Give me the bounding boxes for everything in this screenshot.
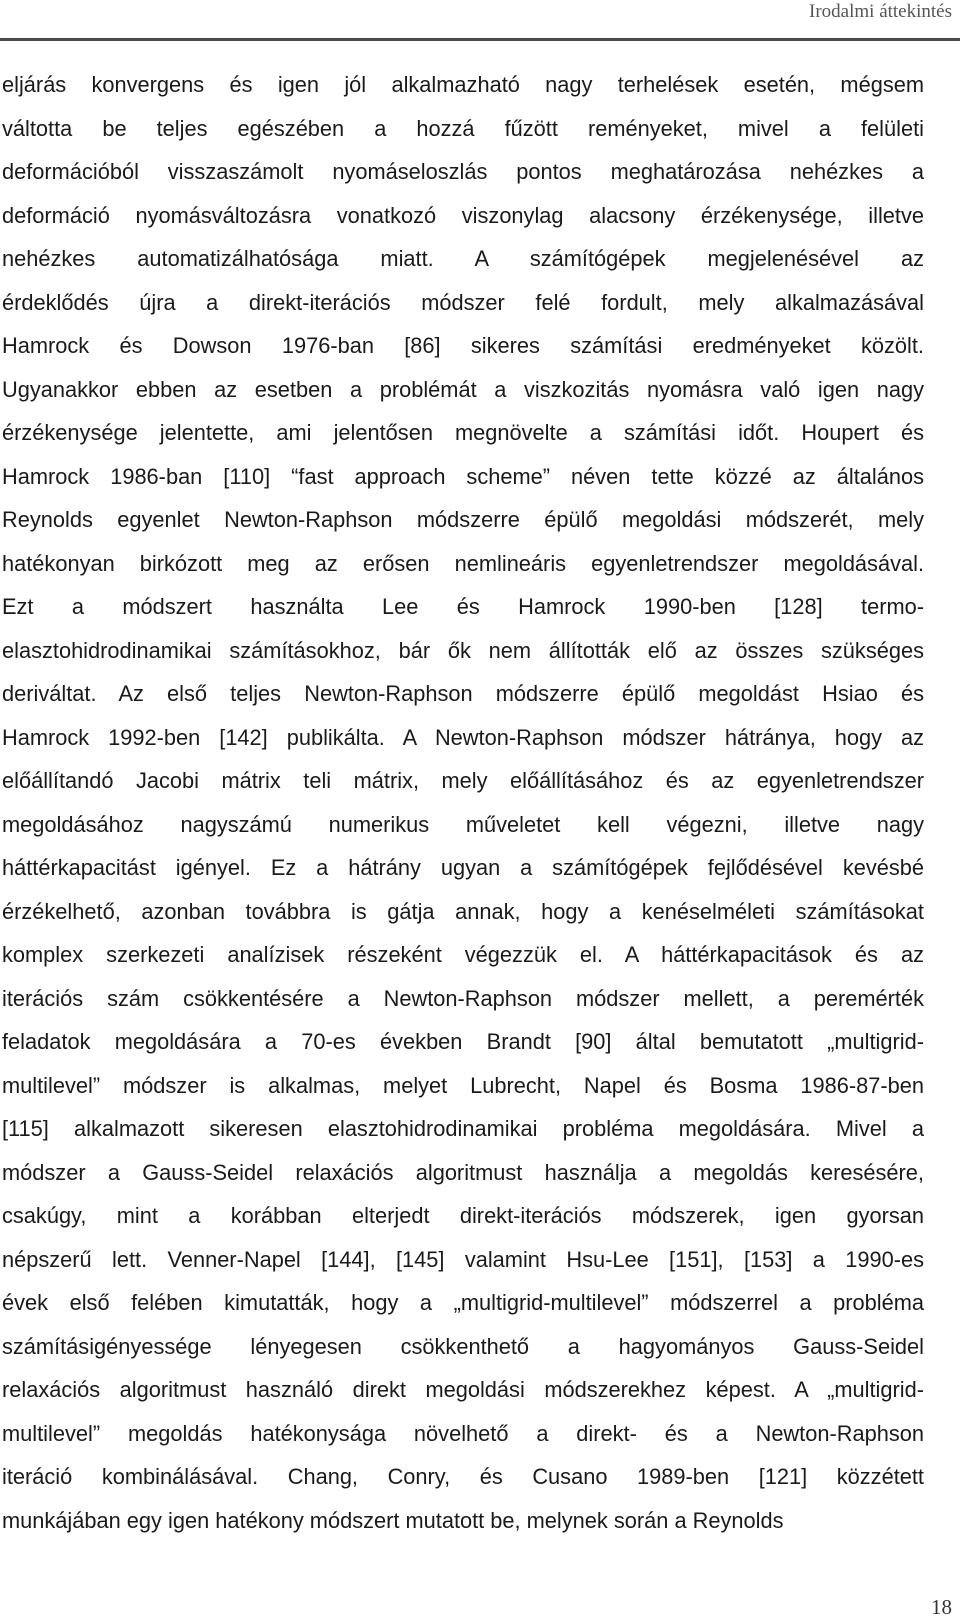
header-divider — [0, 38, 960, 41]
text-line: előállítandó Jacobi mátrix teli mátrix, mely előállításához és az egyenletrendszer — [2, 768, 924, 793]
text-line: iterációs szám csökkentésére a Newton-Raphson módszer mellett, a peremérték — [2, 985, 924, 1011]
text-line: deriváltat. Az első teljes Newton-Raphson módszerre épülő megoldást Hsiao és — [2, 681, 924, 706]
text-line: Hamrock 1992-ben [142] publikálta. A Newton-Raphson módszer hátránya, hogy az — [2, 724, 924, 750]
text-line: iteráció kombinálásával. Chang, Conry, és Cusano 1989-ben [121] közzétett — [2, 1464, 924, 1489]
text-line: érzékelhető, azonban továbbra is gátja annak, hogy a kenéselméleti számításokat — [2, 898, 924, 924]
text-line: Hamrock 1986-ban [110] “fast approach scheme” néven tette közzé az általános — [2, 463, 924, 489]
text-line: munkájában egy igen hatékony módszert mutatott be, melynek során a Reynolds — [2, 1507, 784, 1533]
text-line: Reynolds egyenlet Newton-Raphson módszerre épülő megoldási módszerét, mely — [2, 507, 924, 532]
text-line: multilevel” megoldás hatékonysága növelhető a direkt- és a Newton-Raphson — [2, 1420, 924, 1446]
text-line: számításigényessége lényegesen csökkenthető a hagyományos Gauss-Seidel — [2, 1333, 924, 1359]
text-line: deformációból visszaszámolt nyomáseloszlás pontos meghatározása nehézkes a — [2, 159, 924, 184]
text-line: [115] alkalmazott sikeresen elasztohidrodinamikai probléma megoldására. Mivel a — [2, 1116, 924, 1141]
text-line: Ugyanakkor ebben az esetben a problémát a viszkozitás nyomásra való igen nagy — [2, 376, 924, 402]
text-line: eljárás konvergens és igen jól alkalmazható nagy terhelések esetén, mégsem — [2, 72, 924, 97]
text-line: megoldásához nagyszámú numerikus műveletet kell végezni, illetve nagy — [2, 811, 924, 837]
text-line: Ezt a módszert használta Lee és Hamrock 1990-ben [128] termo- — [2, 594, 924, 619]
body-paragraph — [2, 63, 924, 1542]
text-line: háttérkapacitást igényel. Ez a hátrány ugyan a számítógépek fejlődésével kevésbé — [2, 855, 924, 880]
text-line: feladatok megoldására a 70-es években Brandt [90] által bemutatott „multigrid- — [2, 1029, 924, 1054]
text-line: multilevel” módszer is alkalmas, melyet Lubrecht, Napel és Bosma 1986-87-ben — [2, 1072, 924, 1098]
text-line: váltotta be teljes egészében a hozzá fűzött reményeket, mivel a felületi — [2, 115, 924, 141]
running-header: Irodalmi áttekintés — [809, 1, 952, 22]
text-line: érzékenysége jelentette, ami jelentősen megnövelte a számítási időt. Houpert és — [2, 420, 924, 445]
text-line: elasztohidrodinamikai számításokhoz, bár ők nem állították elő az összes szükséges — [2, 637, 924, 663]
text-line: érdeklődés újra a direkt-iterációs módszer felé fordult, mely alkalmazásával — [2, 289, 924, 315]
text-line: deformáció nyomásváltozásra vonatkozó viszonylag alacsony érzékenysége, illetve — [2, 202, 924, 228]
text-line: módszer a Gauss-Seidel relaxációs algoritmust használja a megoldás keresésére, — [2, 1159, 924, 1185]
text-line: népszerű lett. Venner-Napel [144], [145] valamint Hsu-Lee [151], [153] a 1990-es — [2, 1246, 924, 1272]
page-number: 18 — [931, 1595, 952, 1619]
text-line: csakúgy, mint a korábban elterjedt direkt-iterációs módszerek, igen gyorsan — [2, 1203, 924, 1228]
text-line: nehézkes automatizálhatósága miatt. A számítógépek megjelenésével az — [2, 246, 924, 271]
text-line: hatékonyan birkózott meg az erősen nemlineáris egyenletrendszer megoldásával. — [2, 550, 924, 576]
text-line: relaxációs algoritmust használó direkt megoldási módszerekhez képest. A „multigrid- — [2, 1377, 924, 1402]
text-line: évek első felében kimutatták, hogy a „multigrid-multilevel” módszerrel a probléma — [2, 1290, 924, 1315]
text-line: Hamrock és Dowson 1976-ban [86] sikeres számítási eredményeket közölt. — [2, 333, 924, 358]
text-line: komplex szerkezeti analízisek részeként végezzük el. A háttérkapacitások és az — [2, 942, 924, 967]
